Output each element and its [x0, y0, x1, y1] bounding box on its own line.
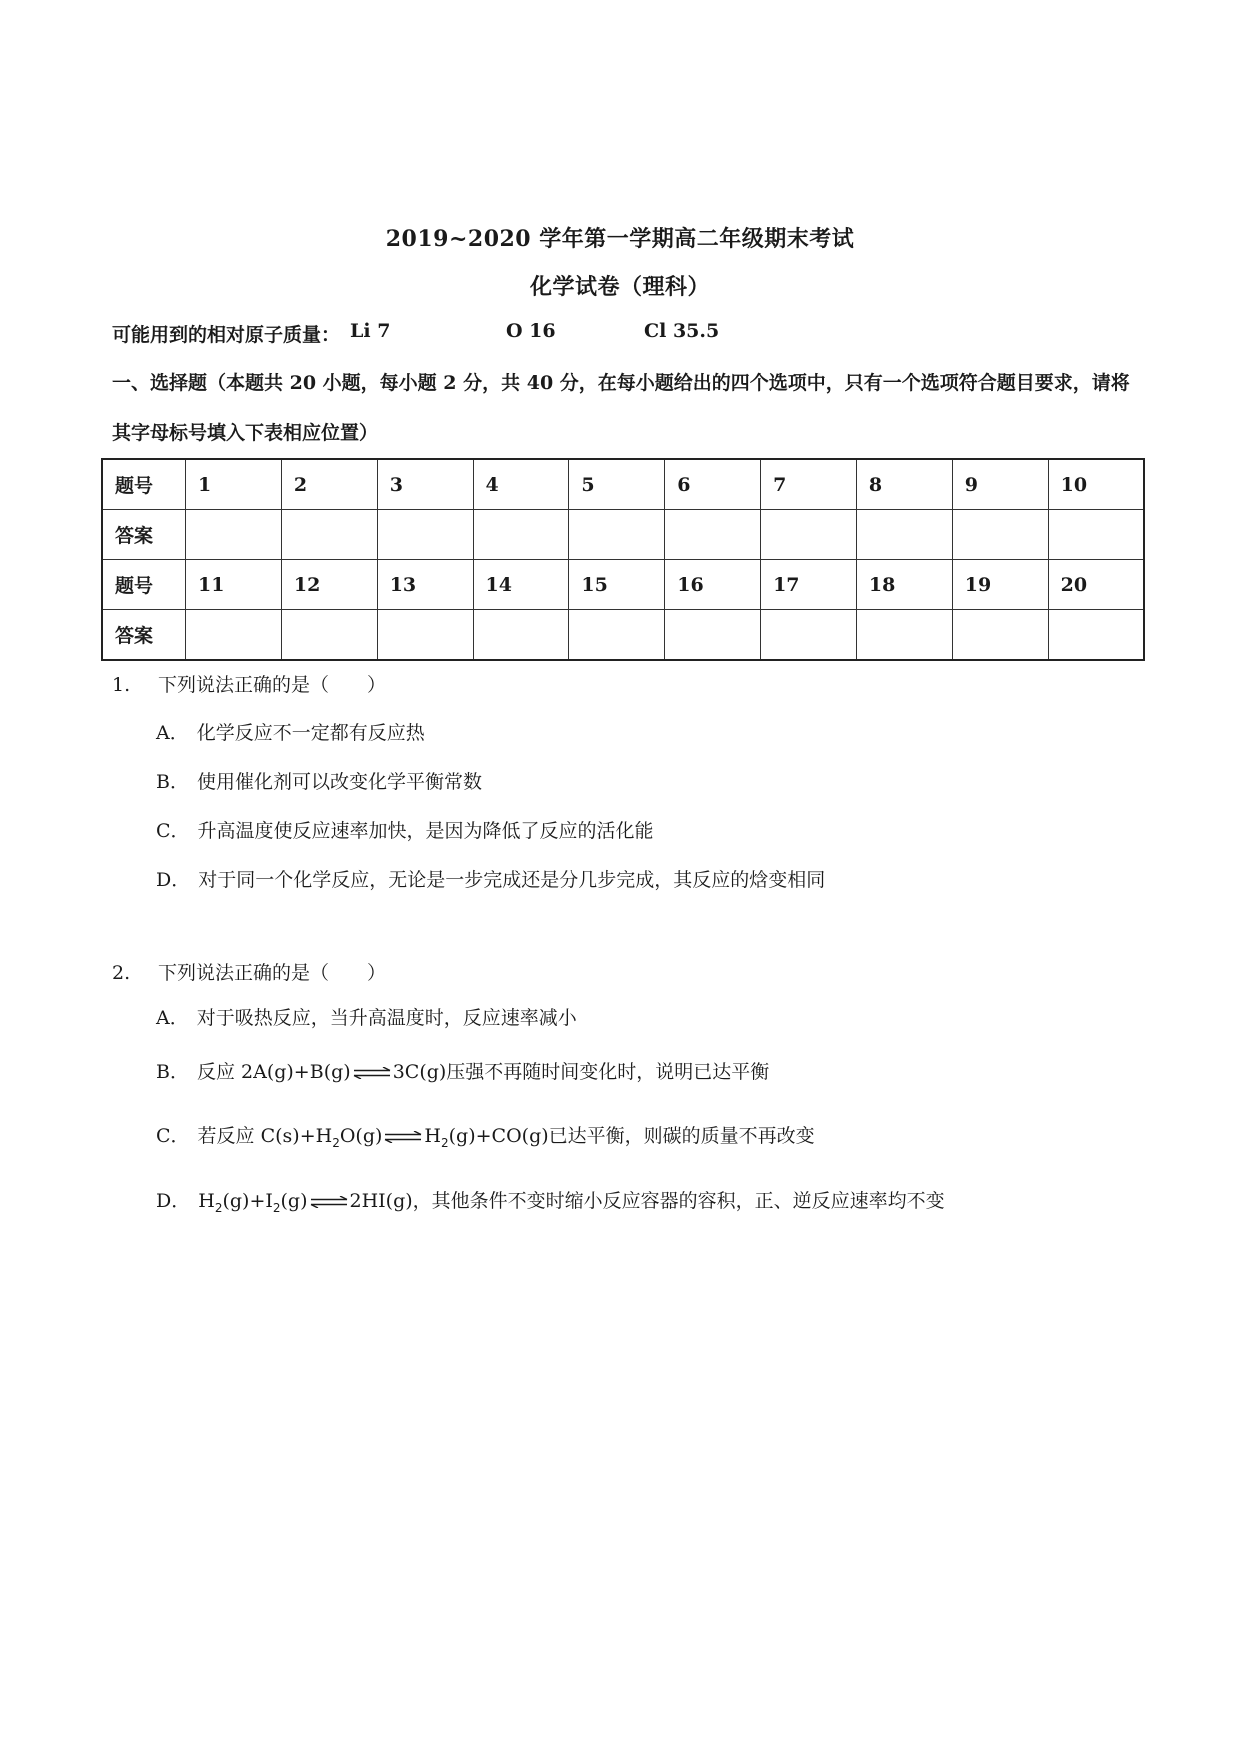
option-text-part: (g)+I: [222, 1190, 273, 1212]
option-text-prefix: 反应 2A(g)+B(g): [196, 1061, 351, 1083]
question-number: 2.: [112, 962, 131, 984]
answer-header: 答案: [102, 610, 186, 661]
option-label: B．: [156, 1061, 189, 1083]
question-number-cell: 8: [856, 459, 952, 510]
question-number-cell: 3: [377, 459, 473, 510]
question-number-cell: 1: [186, 459, 282, 510]
answer-cell[interactable]: [186, 610, 282, 661]
exam-subtitle: 化学试卷（理科）: [529, 274, 710, 300]
subscript: 2: [272, 1200, 281, 1215]
section-instructions: 一、选择题（本题共 20 小题，每小题 2 分，共 40 分，在每小题给出的四个选项中，只有一个选项符合题目要求，请将其字母标号填入下表相应位置）: [112, 372, 1130, 444]
option-text: 对于吸热反应，当升高温度时，反应速率减小: [196, 1007, 577, 1029]
question-number-cell: 11: [186, 560, 282, 610]
option-text: 升高温度使反应速率加快，是因为降低了反应的活化能: [197, 820, 654, 842]
q1-option-a[interactable]: [156, 718, 425, 745]
table-row: [102, 510, 1144, 560]
question-number-cell: 10: [1048, 459, 1144, 510]
option-text-part: O(g): [339, 1125, 383, 1147]
table-row: [102, 459, 1144, 510]
answer-cell[interactable]: [377, 510, 473, 560]
exam-title: 2019~2020 学年第一学期高二年级期末考试: [385, 226, 855, 252]
answer-cell[interactable]: [665, 510, 761, 560]
answer-cell[interactable]: [569, 510, 665, 560]
question-number-cell: 2: [281, 459, 377, 510]
option-label: B．: [156, 771, 189, 793]
option-label: D．: [156, 1190, 191, 1212]
answer-cell[interactable]: [761, 510, 857, 560]
question-number-cell: 6: [665, 459, 761, 510]
q2-option-c[interactable]: [156, 1121, 815, 1150]
question-number-cell: 12: [281, 560, 377, 610]
question-number-header: 题号: [102, 459, 186, 510]
option-text-part: (g): [280, 1190, 308, 1212]
option-label: A．: [156, 722, 189, 744]
option-label: A．: [156, 1007, 189, 1029]
option-text-prefix: H: [198, 1190, 215, 1212]
question-number-cell: 17: [761, 560, 857, 610]
option-text-suffix: 2HI(g)，其他条件不变时缩小反应容器的容积，正、逆反应速率均不变: [349, 1190, 945, 1212]
option-text: 对于同一个化学反应，无论是一步完成还是分几步完成，其反应的焓变相同: [198, 869, 826, 891]
table-row: [102, 610, 1144, 661]
q2-option-b[interactable]: [156, 1057, 769, 1084]
q1-option-c[interactable]: [156, 816, 654, 843]
answer-cell[interactable]: [186, 510, 282, 560]
answer-cell[interactable]: [1048, 610, 1144, 661]
atomic-mass-li: Li 7: [350, 320, 391, 342]
answer-cell[interactable]: [377, 610, 473, 661]
question-number-cell: 20: [1048, 560, 1144, 610]
option-label: C．: [156, 820, 190, 842]
answer-cell[interactable]: [952, 510, 1048, 560]
option-text: 化学反应不一定都有反应热: [196, 722, 425, 744]
subscript: 2: [441, 1135, 449, 1150]
answer-table: [101, 458, 1145, 661]
question-number-cell: 5: [569, 459, 665, 510]
answer-cell[interactable]: [569, 610, 665, 661]
answer-cell[interactable]: [473, 610, 569, 661]
q1-option-d[interactable]: [156, 865, 825, 892]
q2-option-a[interactable]: [156, 1003, 577, 1030]
equilibrium-arrow-icon: [353, 1067, 391, 1079]
question-number-cell: 7: [761, 459, 857, 510]
question-number-cell: 13: [377, 560, 473, 610]
subscript: 2: [332, 1135, 340, 1150]
atomic-mass-label: 可能用到的相对原子质量：: [112, 324, 341, 346]
equilibrium-arrow-icon: [384, 1131, 422, 1143]
atomic-mass-cl: Cl 35.5: [644, 320, 720, 342]
equilibrium-arrow-icon: [310, 1196, 348, 1208]
answer-header: 答案: [102, 510, 186, 560]
option-text-suffix: (g)+CO(g)已达平衡，则碳的质量不再改变: [448, 1125, 815, 1147]
option-text-suffix: 3C(g)压强不再随时间变化时，说明已达平衡: [392, 1061, 770, 1083]
question-number-cell: 18: [856, 560, 952, 610]
question-2: [112, 958, 386, 985]
question-number-cell: 9: [952, 459, 1048, 510]
answer-cell[interactable]: [281, 510, 377, 560]
question-stem: 下列说法正确的是（ ）: [158, 962, 387, 984]
answer-cell[interactable]: [1048, 510, 1144, 560]
question-1: [112, 670, 386, 697]
question-stem: 下列说法正确的是（ ）: [158, 674, 387, 696]
option-text-part: H: [424, 1125, 441, 1147]
option-label: C．: [156, 1125, 190, 1147]
table-row: [102, 560, 1144, 610]
question-number-cell: 4: [473, 459, 569, 510]
q2-option-d[interactable]: [156, 1186, 945, 1215]
question-number-cell: 19: [952, 560, 1048, 610]
subscript: 2: [214, 1200, 223, 1215]
answer-cell[interactable]: [473, 510, 569, 560]
answer-cell[interactable]: [856, 610, 952, 661]
answer-cell[interactable]: [665, 610, 761, 661]
atomic-mass-o: O 16: [506, 320, 556, 342]
option-text-prefix: 若反应 C(s)+H: [197, 1125, 333, 1147]
question-number-cell: 15: [569, 560, 665, 610]
question-number-cell: 14: [473, 560, 569, 610]
answer-cell[interactable]: [856, 510, 952, 560]
option-label: D．: [156, 869, 191, 891]
answer-cell[interactable]: [761, 610, 857, 661]
answer-cell[interactable]: [281, 610, 377, 661]
q1-option-b[interactable]: [156, 767, 482, 794]
question-number-header: 题号: [102, 560, 186, 610]
answer-cell[interactable]: [952, 610, 1048, 661]
question-number: 1.: [112, 674, 131, 696]
option-text: 使用催化剂可以改变化学平衡常数: [196, 771, 482, 793]
question-number-cell: 16: [665, 560, 761, 610]
